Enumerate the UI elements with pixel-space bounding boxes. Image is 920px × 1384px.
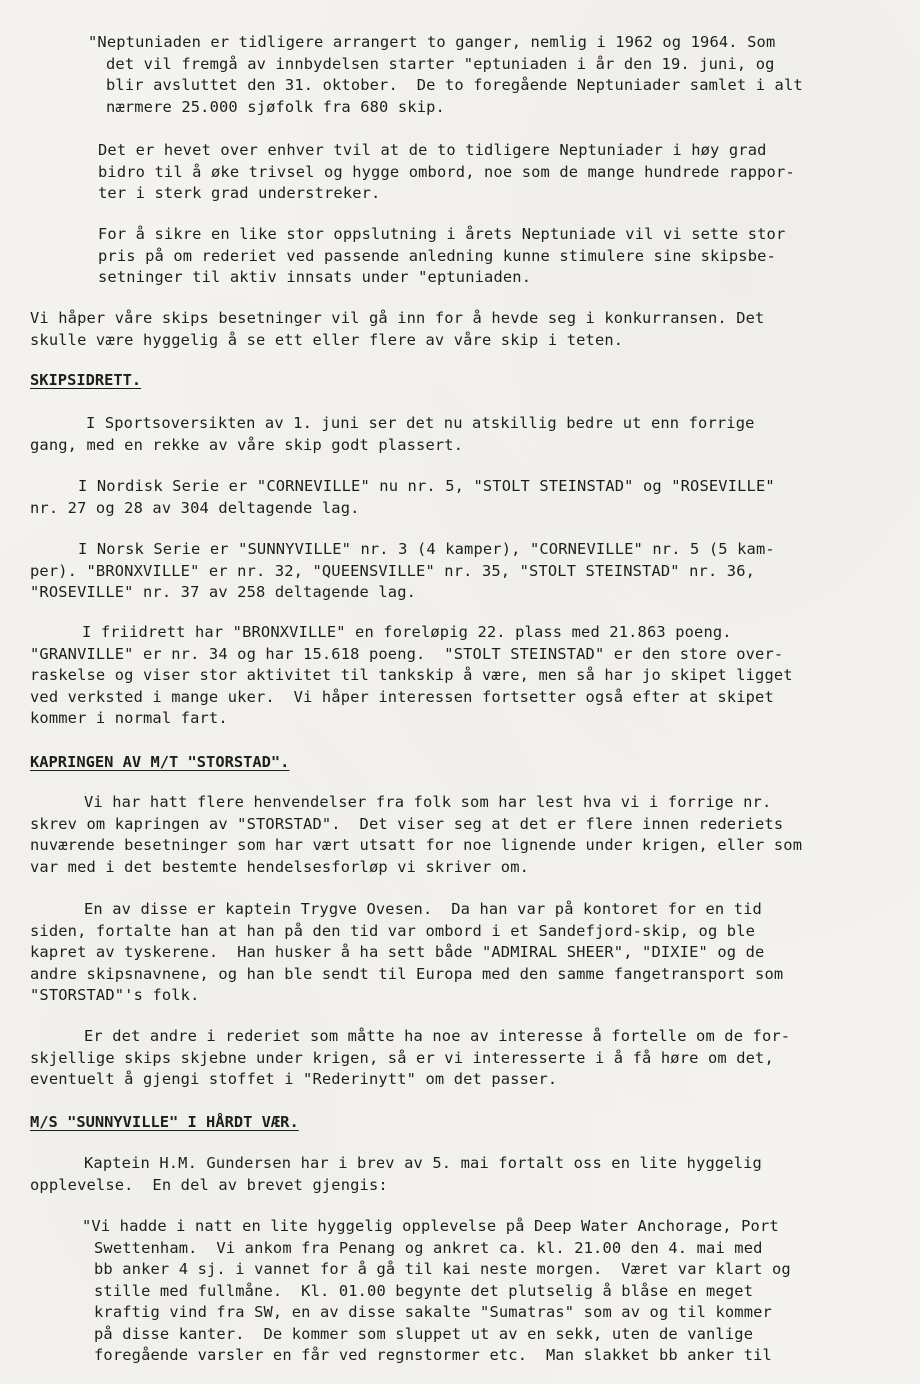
paragraph-trygve-ovesen [30, 899, 783, 1007]
text-line: skjellige skips skjebne under krigen, så er vi interesserte i å få høre om det, [30, 1048, 774, 1067]
text-line: skulle være hyggelig å se ett eller flere av våre skip i teten. [30, 330, 624, 349]
text-line: Kaptein H.M. Gundersen har i brev av 5. mai fortalt oss en lite hyggelig [84, 1154, 762, 1172]
text-line: ved verksted i mange uker. Vi håper interessen fortsetter også efter at skipet [30, 687, 774, 706]
text-line: I Nordisk Serie er "CORNEVILLE" nu nr. 5, "STOLT STEINSTAD" og "ROSEVILLE" [78, 477, 775, 495]
paragraph-quoted-letter [82, 1216, 791, 1367]
paragraph-neptuniaden-effect [98, 140, 795, 205]
heading-skipsidrett: SKIPSIDRETT. [30, 371, 142, 389]
paragraph-neptuniaden-request [98, 224, 785, 289]
text-line: "ROSEVILLE" nr. 37 av 258 deltagende lag. [30, 583, 417, 601]
text-line: pris på om rederiet ved passende anledning kunne stimulere sine skipsbe- [98, 246, 776, 265]
text-line: I friidrett har "BRONXVILLE" en foreløpig 22. plass med 21.863 poeng. [82, 623, 732, 641]
text-line: opplevelse. En del av brevet gjengis: [30, 1175, 388, 1194]
text-line: Det er hevet over enhver tvil at de to tidligere Neptuniader i høy grad [98, 141, 767, 159]
heading-kapringen: KAPRINGEN AV M/T "STORSTAD". [30, 753, 290, 771]
text-line: setninger til aktiv innsats under "eptuniaden. [98, 268, 532, 286]
text-line: "Neptuniaden er tidligere arrangert to ganger, nemlig i 1962 og 1964. Som [88, 33, 776, 51]
text-line: nuværende besetninger som har vært utsatt for noe lignende under krigen, eller som [30, 836, 803, 854]
text-line: bb anker 4 sj. i vannet for å gå til kai neste morgen. Været var klart og [94, 1260, 791, 1278]
text-line: blir avsluttet den 31. oktober. De to foregående Neptuniader samlet i alt [106, 76, 803, 94]
text-line: I Sportsoversikten av 1. juni ser det nu atskillig bedre ut enn forrige [86, 414, 755, 432]
text-line: En av disse er kaptein Trygve Ovesen. Da han var på kontoret for en tid [84, 900, 762, 918]
text-line: skrev om kapringen av "STORSTAD". Det viser seg at det er flere innen rederiets [30, 814, 784, 833]
text-line: Vi håper våre skips besetninger vil gå inn for å hevde seg i konkurransen. Det [30, 309, 765, 327]
text-line: foregående varsler en får ved regnstormer etc. Man slakket bb anker til [94, 1346, 772, 1364]
paragraph-crew-hope [30, 308, 764, 351]
text-line: kraftig vind fra SW, en av disse sakalte "Sumatras" som av og til kommer [94, 1303, 772, 1321]
text-line: nærmere 25.000 sjøfolk fra 680 skip. [106, 97, 445, 116]
text-line: Er det andre i rederiet som måtte ha noe av interesse å fortelle om de for- [84, 1027, 791, 1045]
text-line: gang, med en rekke av våre skip godt plassert. [30, 435, 464, 454]
text-line: det vil fremgå av innbydelsen starter "eptuniaden i år den 19. juni, og [106, 54, 775, 73]
text-line: på disse kanter. De kommer som sluppet ut av en sekk, uten de vanlige [94, 1324, 754, 1343]
text-line: eventuelt å gjengi stoffet i "Rederinytt" om det passer. [30, 1070, 558, 1088]
text-line: I Norsk Serie er "SUNNYVILLE" nr. 3 (4 kamper), "CORNEVILLE" nr. 5 (5 kam- [78, 540, 775, 558]
text-line: stille med fullmåne. Kl. 01.00 begynte det plutselig å blåse en meget [94, 1281, 754, 1300]
text-line: ter i sterk grad understreker. [98, 184, 381, 202]
text-line: Vi har hatt flere henvendelser fra folk som har lest hva vi i forrige nr. [84, 793, 772, 811]
text-line: "Vi hadde i natt en lite hyggelig opplevelse på Deep Water Anchorage, Port [82, 1217, 779, 1235]
text-line: "STORSTAD"'s folk. [30, 986, 200, 1004]
text-line: Swettenham. Vi ankom fra Penang og ankret ca. kl. 21.00 den 4. mai med [94, 1238, 763, 1257]
paragraph-nordisk-serie [30, 476, 775, 519]
paragraph-sportsoversikten [30, 413, 755, 456]
text-line: "GRANVILLE" er nr. 34 og har 15.618 poeng. "STOLT STEINSTAD" er den store over- [30, 644, 784, 663]
paragraph-norsk-serie [30, 539, 775, 604]
text-line: kapret av tyskerene. Han husker å ha sett både "ADMIRAL SHEER", "DIXIE" og de [30, 943, 765, 961]
paragraph-andre-i-rederiet [30, 1026, 790, 1091]
paragraph-henvendelser [30, 792, 802, 878]
heading-sunnyville: M/S "SUNNYVILLE" I HÅRDT VÆR. [30, 1113, 299, 1131]
paragraph-friidrett [30, 622, 793, 730]
paragraph-gundersen-brev [30, 1153, 762, 1196]
text-line: bidro til å øke trivsel og hygge ombord, noe som de mange hundrede rappor- [98, 162, 795, 181]
text-line: andre skipsnavnene, og han ble sendt til Europa med den samme fangetransport som [30, 964, 784, 983]
text-line: per). "BRONXVILLE" er nr. 32, "QUEENSVILLE" nr. 35, "STOLT STEINSTAD" nr. 36, [30, 561, 756, 580]
text-line: For å sikre en like stor oppslutning i årets Neptuniade vil vi sette stor [98, 225, 786, 243]
text-line: kommer i normal fart. [30, 709, 228, 727]
text-line: var med i det bestemte hendelsesforløp vi skriver om. [30, 857, 530, 876]
text-line: raskelse og viser stor aktivitet til tankskip å være, men så har jo skipet ligget [30, 666, 793, 684]
text-line: nr. 27 og 28 av 304 deltagende lag. [30, 498, 360, 517]
paragraph-neptuniaden-intro [88, 32, 803, 118]
text-line: siden, fortalte han at han på den tid var ombord i et Sandefjord-skip, og ble [30, 921, 756, 940]
